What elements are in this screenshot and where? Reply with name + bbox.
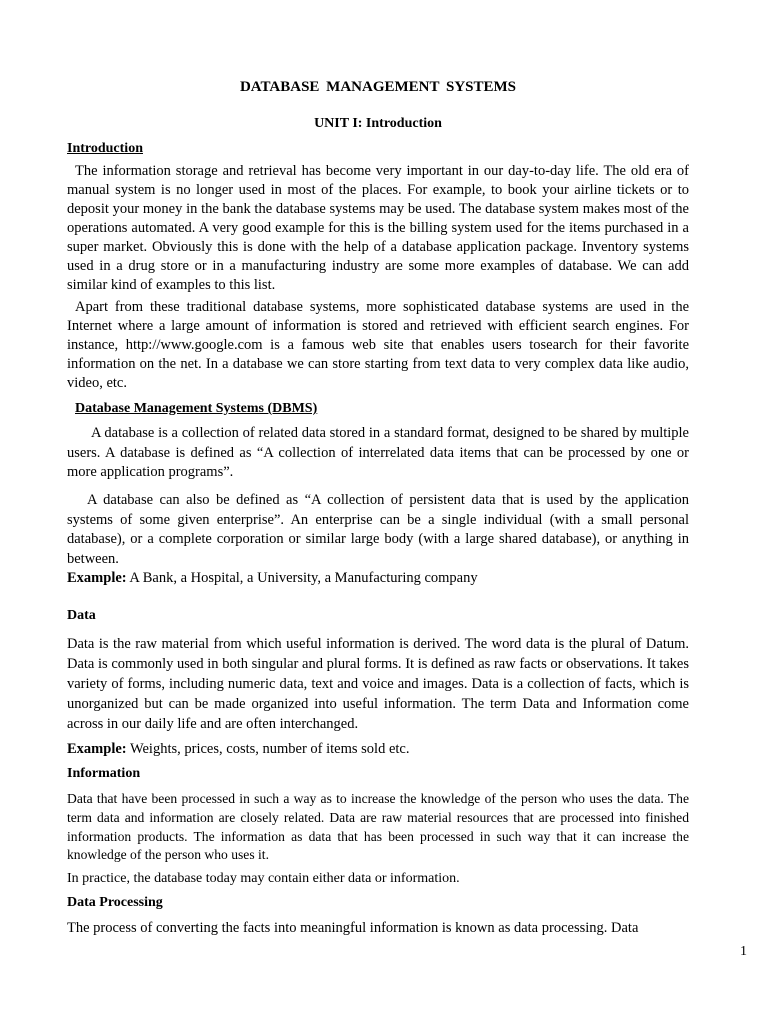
data-example-text: Weights, prices, costs, number of items sold etc. bbox=[126, 741, 410, 757]
information-note: In practice, the database today may contain either data or information. bbox=[67, 871, 460, 886]
introduction-heading: Introduction bbox=[67, 141, 143, 156]
dbms-example-label: Example: bbox=[67, 570, 127, 586]
dbms-paragraph-2: A database can also be defined as “A collection of persistent data that is used by the application systems of some given enterprise”. An enterprise can be a single individual (with a small personal database), or a complete corporation or similar large body (with a large shared database), or anything in between. bbox=[67, 492, 689, 567]
data-processing-paragraph: The process of converting the facts into meaningful information is known as data processing. Data bbox=[67, 920, 639, 936]
page-subtitle: UNIT I: Introduction bbox=[314, 116, 442, 131]
page-title: DATABASE MANAGEMENT SYSTEMS bbox=[239, 79, 517, 95]
information-heading: Information bbox=[67, 766, 141, 781]
information-paragraph: Data that have been processed in such a way as to increase the knowledge of the person who uses the data. The term data and information are closely related. Data are raw material resources that are processed into finished information products. The information as data that has been processed in such way that it can increase the knowledge of the person who uses it. bbox=[67, 791, 689, 863]
data-example-label: Example: bbox=[67, 741, 127, 757]
dbms-example bbox=[67, 570, 478, 587]
dbms-example-text: A Bank, a Hospital, a University, a Manufacturing company bbox=[126, 570, 478, 586]
introduction-paragraph-2: Apart from these traditional database systems, more sophisticated database systems are used in the Internet where a large amount of information is stored and retrieved with efficient search engines. For instance, http://www.google.com is a famous web site that enables users tosearch for their favorite information on the net. In a database we can store starting from text data to very complex data like audio, video, etc. bbox=[67, 299, 689, 391]
data-heading: Data bbox=[67, 608, 96, 623]
data-paragraph: Data is the raw material from which useful information is derived. The word data is the plural of Datum. Data is commonly used in both singular and plural forms. It is defined as raw facts or observations. It takes variety of forms, including numeric data, text and voice and images. Data is a collection of facts, which is unorganized but can be made organized into useful information. The term Data and Information come across in our daily life and are often interchanged. bbox=[67, 636, 689, 732]
data-example bbox=[67, 741, 410, 758]
data-processing-heading: Data Processing bbox=[67, 895, 163, 910]
page-number: 1 bbox=[740, 944, 747, 959]
dbms-paragraph-1: A database is a collection of related data stored in a standard format, designed to be shared by multiple users. A database is defined as “A collection of interrelated data items that can be processed by one or more application programs”. bbox=[67, 425, 689, 480]
dbms-heading: Database Management Systems (DBMS) bbox=[75, 401, 318, 416]
introduction-paragraph-1: The information storage and retrieval has become very important in our day-to-day life. The old era of manual system is no longer used in most of the places. For example, to book your airline tickets or to deposit your money in the bank the database systems may be used. The database system makes most of the operations automated. A very good example for this is the billing system used for the items purchased in a super market. Obviously this is done with the help of a database application package. Inventory systems used in a drug store or in a manufacturing industry are some more examples of database. We can add similar kind of examples to this list. bbox=[67, 163, 689, 293]
